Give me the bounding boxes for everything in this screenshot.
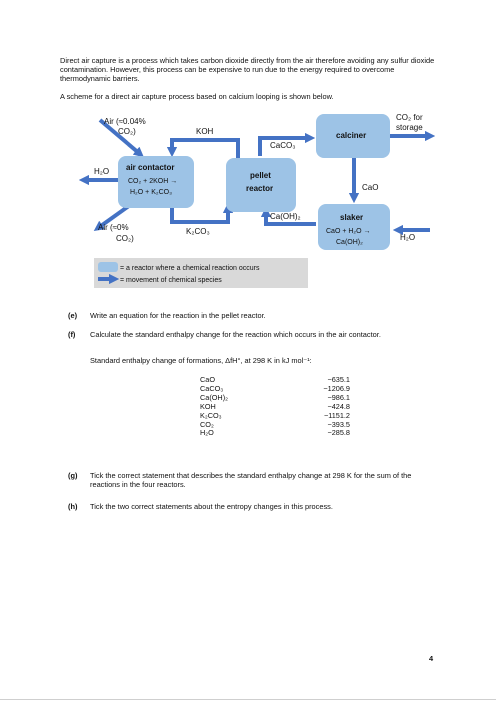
air-contactor-eq2: H₂O + K₂CO₃ <box>130 189 172 196</box>
species-name: CaO <box>200 375 216 384</box>
enthalpy-value: −424.8 <box>327 401 350 411</box>
slaker-eq1: CaO + H₂O → <box>326 228 371 235</box>
co2-storage-label: CO₂ for <box>396 113 423 122</box>
enthalpy-value: −986.1 <box>327 392 350 402</box>
koh-arrow <box>172 140 238 158</box>
question-e-label: (e) <box>68 311 78 320</box>
legend-reactor-text: = a reactor where a chemical reaction occurs <box>120 265 260 272</box>
species-name: CO₂ <box>200 419 214 429</box>
air-contactor-eq1: CO₂ + 2KOH → <box>128 178 178 185</box>
k2co3-label: K₂CO₃ <box>186 227 210 236</box>
caoh2-label: Ca(OH)₂ <box>270 212 301 221</box>
species-name: Ca(OH)₂ <box>200 392 228 402</box>
air-in-label: Air (≈0.04% <box>104 117 146 126</box>
slaker-label: slaker <box>340 213 364 222</box>
co2-storage-label-2: storage <box>396 123 423 132</box>
question-h-label: (h) <box>68 502 78 511</box>
enthalpy-value: −393.5 <box>327 419 350 429</box>
air-out-label: Air (≈0% <box>98 223 129 232</box>
question-h-text: Tick the two correct statements about the entropy changes in this process. <box>90 502 333 511</box>
enthalpy-value: −285.8 <box>327 428 350 438</box>
pellet-label: pellet <box>250 171 271 180</box>
enthalpy-row <box>200 429 350 438</box>
air-out-label-2: CO₂) <box>116 234 134 243</box>
legend-reactor-swatch <box>98 262 118 272</box>
species-name: CaCO₃ <box>200 383 224 393</box>
h2o-right-label: H₂O <box>400 233 416 242</box>
slaker-eq2: Ca(OH)₂ <box>336 239 363 246</box>
cao-label: CaO <box>362 183 379 192</box>
question-g-text: Tick the correct statement that describes the standard enthalpy change at 298 K for the sum of the reactions in the four reactors. <box>90 471 412 490</box>
question-g-label: (g) <box>68 471 78 480</box>
intro-paragraph: Direct air capture is a process which takes carbon dioxide directly from the air therefore avoiding any sulfur dioxide contamination. However, this process can be expensive to run due to the energy required to overcome thermodynamic barriers. <box>60 56 435 84</box>
question-f-text: Calculate the standard enthalpy change for the reaction which occurs in the air contactor. <box>90 330 381 339</box>
scheme-caption: A scheme for a direct air capture process based on calcium looping is shown below. <box>60 92 334 101</box>
enthalpy-value: −1206.9 <box>323 383 350 393</box>
species-name: H₂O <box>200 428 214 438</box>
enthalpy-table <box>200 376 350 438</box>
koh-label: KOH <box>196 127 214 136</box>
legend-arrow-text: = movement of chemical species <box>120 277 222 284</box>
page-number: 4 <box>429 654 434 663</box>
species-name: KOH <box>200 401 216 411</box>
enthalpy-value: −635.1 <box>327 375 350 384</box>
question-f-label: (f) <box>68 330 76 339</box>
caco3-label: CaCO₃ <box>270 141 296 150</box>
page-divider <box>0 699 496 700</box>
air-in-label-2: CO₂) <box>118 127 136 136</box>
h2o-left-label: H₂O <box>94 167 110 176</box>
reactor-label: reactor <box>246 184 274 193</box>
air-contactor-label: air contactor <box>126 163 175 172</box>
question-f-subtext: Standard enthalpy change of formations, ΔfH°, at 298 K in kJ mol⁻¹: <box>90 356 312 365</box>
calciner-label: calciner <box>336 131 367 140</box>
species-name: K₂CO₃ <box>200 410 222 420</box>
question-e-text: Write an equation for the reaction in the pellet reactor. <box>90 311 266 320</box>
enthalpy-value: −1151.2 <box>323 410 350 420</box>
k2co3-arrow <box>172 208 228 222</box>
